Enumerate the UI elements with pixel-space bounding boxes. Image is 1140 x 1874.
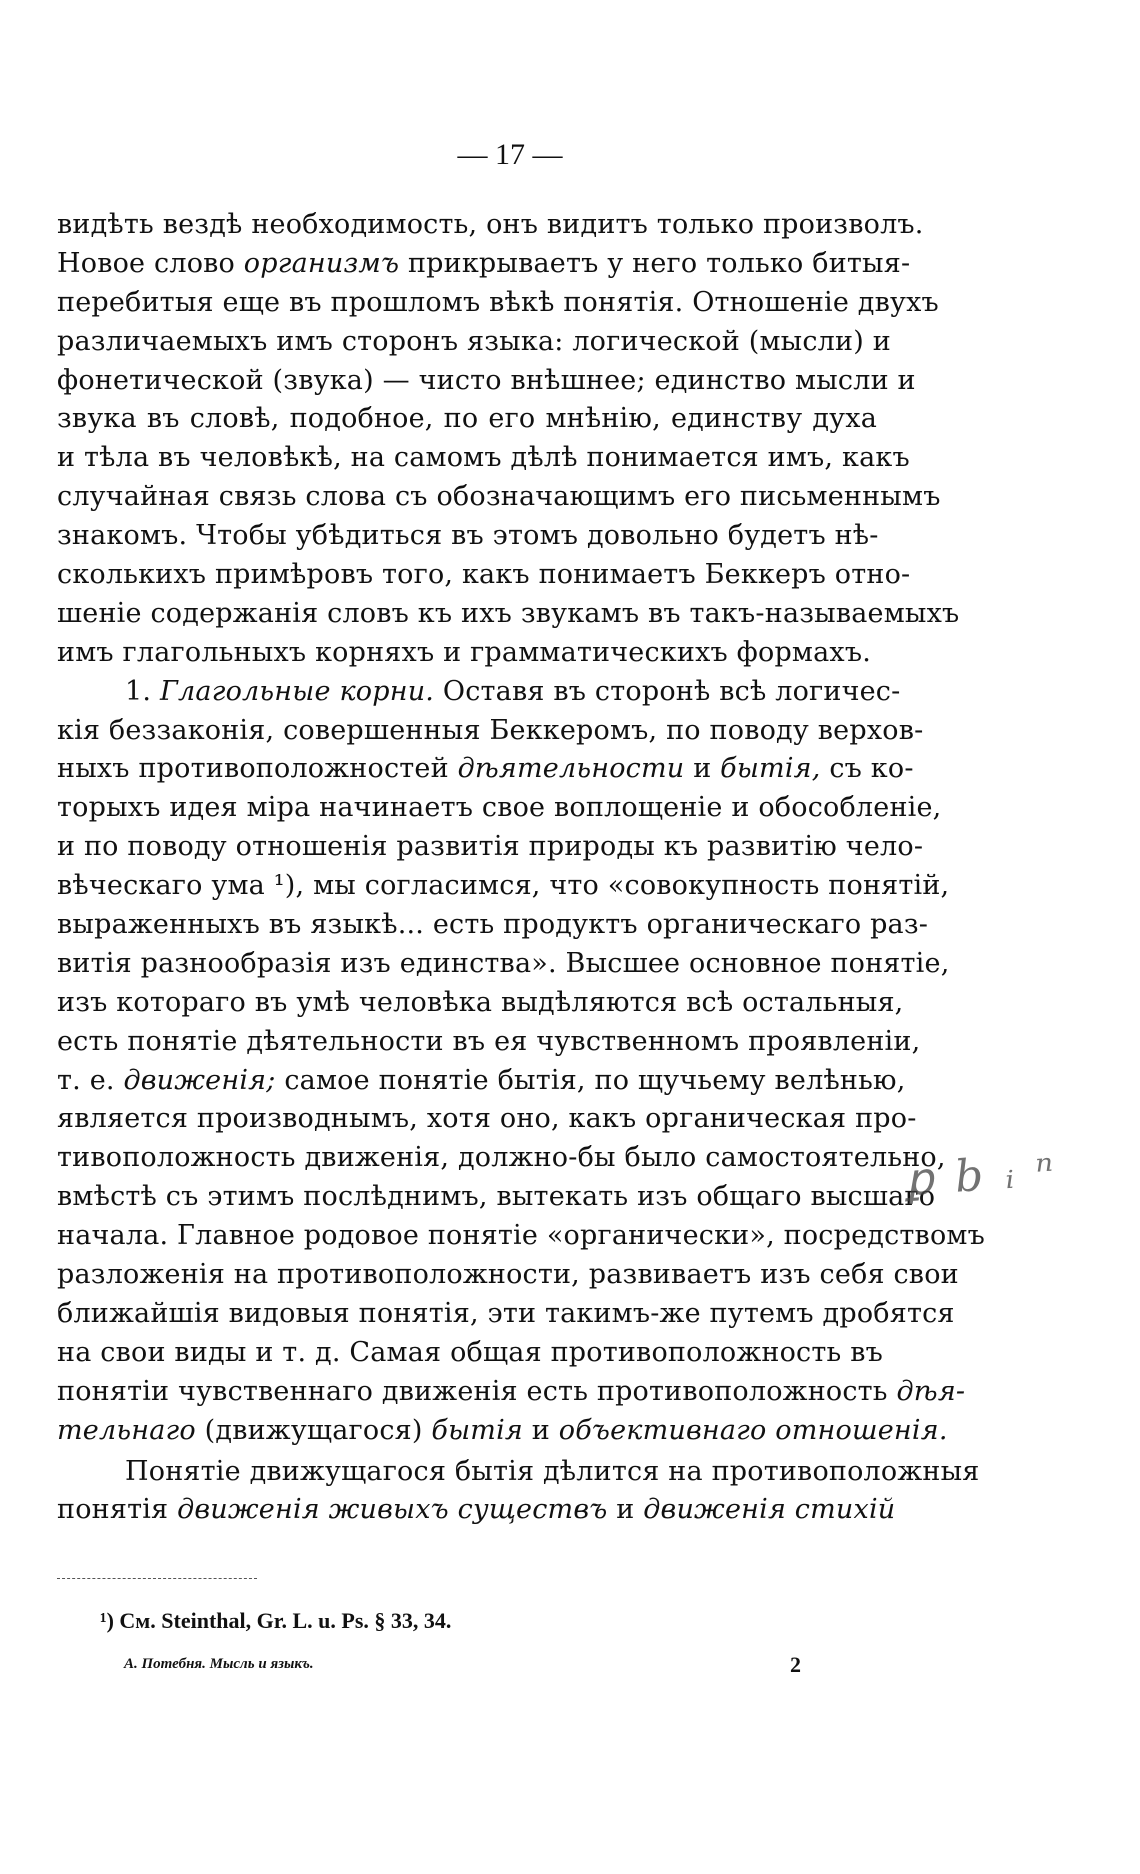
text-line [57, 1256, 959, 1295]
text-line [57, 828, 924, 867]
footnote-rule [57, 1578, 257, 1579]
text-line [57, 945, 950, 984]
text-line [57, 400, 877, 439]
text-line [57, 1295, 955, 1334]
italic-term: бытія [431, 1414, 523, 1446]
italic-term: Глагольные корни. [159, 675, 435, 707]
text-segment: начала. Главное родовое понятіе «органически», посредствомъ [57, 1220, 985, 1252]
signature-line: А. Потебня. Мысль и языкъ. [124, 1656, 314, 1672]
text-line [57, 1217, 985, 1256]
text-segment: есть понятіе дѣятельности въ ея чувственномъ проявленіи, [57, 1025, 921, 1057]
text-line [57, 867, 950, 906]
text-segment: шеніе содержанія словъ къ ихъ звукамъ въ такъ-называемыхъ [57, 597, 960, 629]
italic-term: бытія, [720, 753, 821, 785]
text-segment: и [607, 1494, 644, 1526]
text-segment: Понятіе движущагося бытія дѣлится на противоположныя [125, 1455, 980, 1487]
text-line [57, 1453, 980, 1492]
text-segment: на свои виды и т. д. Самая общая противоположность въ [57, 1336, 883, 1368]
text-line [57, 984, 904, 1023]
text-line [57, 789, 942, 828]
text-line [57, 712, 924, 751]
text-segment: тивоположность движенія, должно-бы было самостоятельно, [57, 1142, 946, 1174]
italic-term: движенія; [123, 1064, 276, 1096]
text-segment: сколькихъ примѣровъ того, какъ понимаетъ Беккеръ отно- [57, 559, 911, 591]
text-segment: торыхъ идея міра начинаетъ свое воплощеніе и обособленіе, [57, 792, 942, 824]
text-segment: и [523, 1414, 559, 1446]
text-line [57, 245, 911, 284]
text-line [57, 906, 929, 945]
text-segment: Новое слово [57, 247, 244, 279]
text-segment: имъ глагольныхъ корняхъ и грамматическихъ формахъ. [57, 636, 872, 668]
text-line [57, 439, 910, 478]
text-segment: прикрываетъ у него только битыя- [399, 247, 911, 279]
text-segment: съ ко- [820, 753, 914, 785]
text-line [57, 478, 941, 517]
text-segment: фонетической (звука) — чисто внѣшнее; единство мысли и [57, 364, 916, 396]
text-segment: ближайшія видовыя понятія, эти такимъ-же путемъ дробятся [57, 1297, 955, 1329]
text-line [57, 673, 901, 712]
text-line [57, 1062, 906, 1101]
italic-term: движенія живыхъ существъ [177, 1494, 608, 1526]
text-line [57, 556, 911, 595]
italic-term: дѣятельности [457, 753, 685, 785]
text-line [57, 1373, 966, 1412]
text-segment: 1. [125, 675, 160, 707]
text-line [57, 323, 891, 362]
text-segment: т. е. [57, 1064, 124, 1096]
text-line [57, 1100, 917, 1139]
text-segment: витія разнообразія изъ единства». Высшее основное понятіе, [57, 947, 950, 979]
text-segment: и [684, 753, 721, 785]
text-segment: изъ котораго въ умѣ человѣка выдѣляются всѣ остальныя, [57, 986, 904, 1018]
text-line [57, 750, 914, 789]
text-segment: знакомъ. Чтобы убѣдиться въ этомъ довольно будетъ нѣ- [57, 520, 879, 552]
text-segment: и по поводу отношенія развитія природы къ развитію чело- [57, 831, 924, 863]
text-line [57, 284, 939, 323]
text-segment: случайная связь слова съ обозначающимъ его письменнымъ [57, 481, 941, 513]
text-segment: вѣческаго ума ¹), мы согласимся, что «совокупность понятій, [57, 870, 950, 902]
italic-term: движенія стихій [643, 1494, 896, 1526]
text-segment: звука въ словѣ, подобное, по его мнѣнію, единству духа [57, 403, 877, 435]
text-line [57, 1023, 921, 1062]
text-line [57, 517, 877, 556]
text-segment: перебитыя еще въ прошломъ вѣкѣ понятія. Отношеніе двухъ [57, 286, 939, 318]
text-segment: понятія [57, 1494, 178, 1526]
italic-term: организмъ [243, 247, 400, 279]
text-segment: Оставя въ сторонѣ всѣ логичес- [434, 675, 901, 707]
italic-term: тельнаго [57, 1414, 196, 1446]
text-segment: разложенія на противоположности, развиваетъ изъ себя свои [57, 1259, 959, 1291]
page-number: — 17 — [457, 138, 563, 171]
text-line [57, 1334, 883, 1373]
handwritten-margin-note: ꝑ 𝑏 ᵢ ⁿ [903, 1144, 1060, 1207]
text-line [57, 1412, 948, 1451]
text-segment: и тѣла въ человѣкѣ, на самомъ дѣлѣ понимается имъ, какъ [57, 442, 910, 474]
text-line [57, 206, 924, 245]
text-line [57, 1139, 946, 1178]
text-line [57, 634, 877, 673]
text-line [57, 362, 916, 401]
text-segment: кія беззаконія, совершенныя Беккеромъ, по поводу верхов- [57, 714, 924, 746]
footnote: ¹) См. Steinthal, Gr. L. u. Ps. § 33, 34. [100, 1608, 452, 1633]
italic-term: дѣя- [896, 1375, 966, 1407]
text-segment: вмѣстѣ съ этимъ послѣднимъ, вытекать изъ общаго высшаго [57, 1181, 936, 1213]
signature-number: 2 [790, 1652, 801, 1677]
text-segment: ныхъ противоположностей [57, 753, 458, 785]
text-line [57, 595, 960, 634]
italic-term: объективнаго отношенія. [558, 1414, 948, 1446]
text-line [57, 1491, 896, 1530]
text-segment: является производнымъ, хотя оно, какъ органическая про- [57, 1103, 917, 1135]
text-segment: (движущагося) [195, 1414, 432, 1446]
text-segment: понятіи чувственнаго движенія есть противоположность [57, 1375, 897, 1407]
text-segment: видѣть вездѣ необходимость, онъ видитъ только произволъ. [57, 209, 924, 240]
text-segment: выраженныхъ въ языкѣ... есть продуктъ органическаго раз- [57, 909, 929, 941]
text-segment: самое понятіе бытія, по щучьему велѣнью, [275, 1064, 906, 1096]
text-segment: различаемыхъ имъ сторонъ языка: логической (мысли) и [57, 325, 891, 357]
text-line [57, 1178, 936, 1217]
